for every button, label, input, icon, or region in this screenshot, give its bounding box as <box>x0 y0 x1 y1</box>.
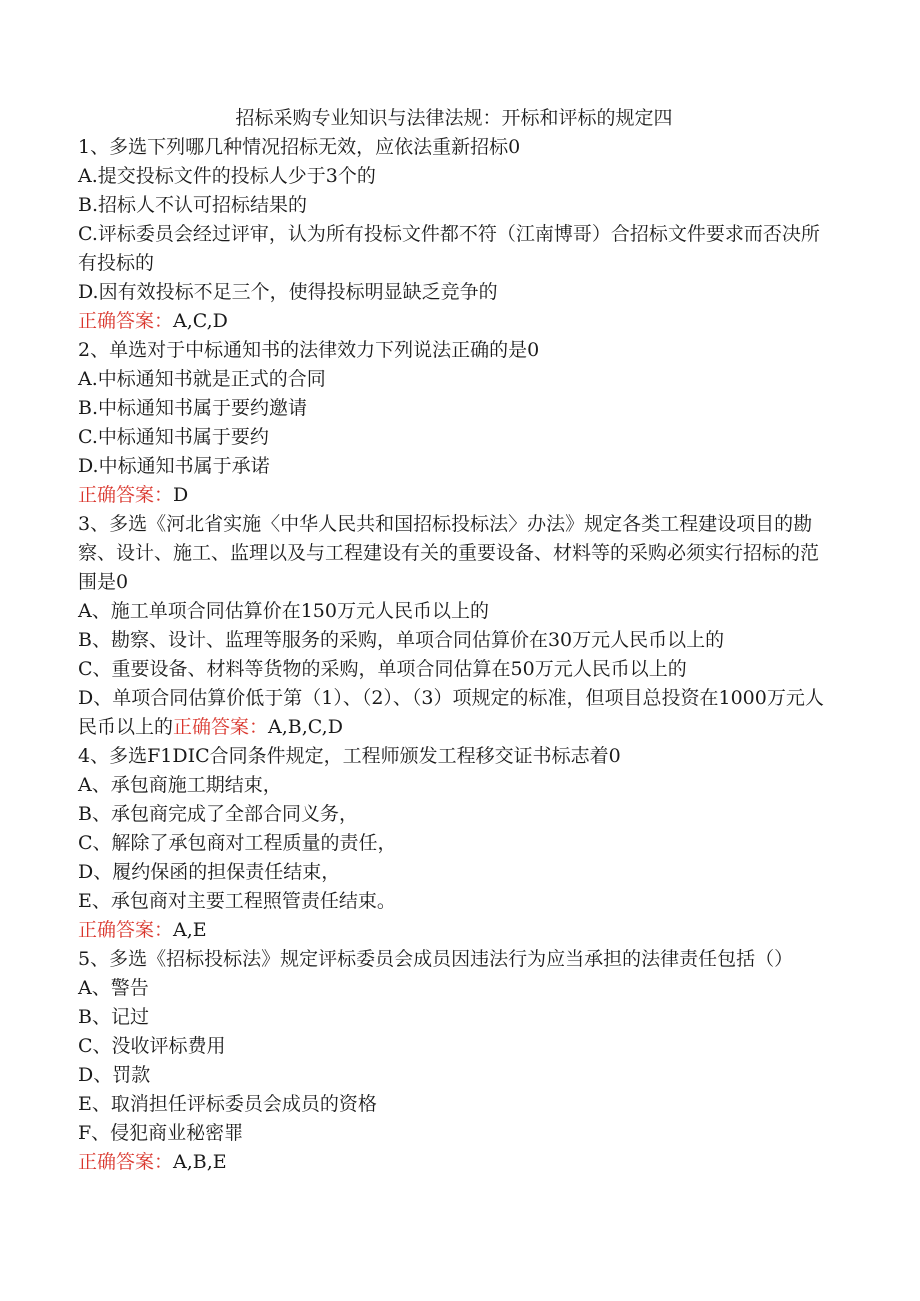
answer-label: 正确答案： <box>78 484 174 506</box>
answer-label: 正确答案： <box>173 716 269 738</box>
question-stem: 2、单选对于中标通知书的法律效力下列说法正确的是0 <box>78 339 540 361</box>
option-b: B、勘察、设计、监理等服务的采购，单项合同估算价在30万元人民币以上的 <box>78 629 725 651</box>
option-c: C.评标委员会经过评审，认为所有投标文件都不符（江南博哥）合招标文件要求而否决所有投标的 <box>78 223 820 274</box>
option-d-with-answer <box>78 684 830 742</box>
answer-value: A,B,E <box>173 1151 227 1173</box>
correct-answer <box>78 481 830 510</box>
question-stem: 3、多选《河北省实施〈中华人民共和国招标投标法〉办法》规定各类工程建设项目的勘察、设计、施工、监理以及与工程建设有关的重要设备、材料等的采购必须实行招标的范围是0 <box>78 513 820 593</box>
option-a: A.中标通知书就是正式的合同 <box>78 368 326 390</box>
question-3 <box>78 510 830 742</box>
option-a: A、承包商施工期结束， <box>78 774 282 796</box>
answer-value: A,B,C,D <box>268 716 343 738</box>
question-stem: 5、多选《招标投标法》规定评标委员会成员因违法行为应当承担的法律责任包括（） <box>78 948 794 970</box>
option-c: C.中标通知书属于要约 <box>78 426 269 448</box>
option-a: A、警告 <box>78 977 149 999</box>
question-stem: 1、多选下列哪几种情况招标无效，应依法重新招标0 <box>78 136 521 158</box>
correct-answer <box>78 1148 830 1177</box>
answer-label: 正确答案： <box>78 310 174 332</box>
option-b: B.招标人不认可招标结果的 <box>78 194 308 216</box>
answer-value: D <box>173 484 189 506</box>
option-f: F、侵犯商业秘密罪 <box>78 1122 244 1144</box>
answer-value: A,E <box>173 919 207 941</box>
option-a: A、施工单项合同估算价在150万元人民币以上的 <box>78 600 489 622</box>
option-c: C、解除了承包商对工程质量的责任， <box>78 832 397 854</box>
option-d: D、履约保函的担保责任结束， <box>78 861 341 883</box>
question-5 <box>78 945 830 1177</box>
option-c: C、重要设备、材料等货物的采购，单项合同估算在50万元人民币以上的 <box>78 658 687 680</box>
answer-value: A,C,D <box>173 310 228 332</box>
question-stem: 4、多选F1DIC合同条件规定，工程师颁发工程移交证书标志着0 <box>78 745 621 767</box>
document-page <box>78 104 830 1177</box>
option-d: D、单项合同估算价低于第（1）、（2）、（3）项规定的标准，但项目总投资在1000万元人民币以上的 <box>78 687 824 738</box>
question-1 <box>78 133 830 336</box>
option-b: B.中标通知书属于要约邀请 <box>78 397 308 419</box>
option-b: B、记过 <box>78 1006 149 1028</box>
option-a: A.提交投标文件的投标人少于3个的 <box>78 165 376 187</box>
question-4 <box>78 742 830 945</box>
option-d: D.中标通知书属于承诺 <box>78 455 270 477</box>
option-c: C、没收评标费用 <box>78 1035 226 1057</box>
option-b: B、承包商完成了全部合同义务， <box>78 803 358 825</box>
option-d: D.因有效投标不足三个，使得投标明显缺乏竞争的 <box>78 281 498 303</box>
option-e: E、取消担任评标委员会成员的资格 <box>78 1093 377 1115</box>
answer-label: 正确答案： <box>78 1151 174 1173</box>
option-e: E、承包商对主要工程照管责任结束。 <box>78 890 396 912</box>
option-d: D、罚款 <box>78 1064 151 1086</box>
answer-label: 正确答案： <box>78 919 174 941</box>
document-title: 招标采购专业知识与法律法规：开标和评标的规定四 <box>235 107 673 129</box>
question-2 <box>78 336 830 510</box>
correct-answer <box>78 916 830 945</box>
correct-answer <box>78 307 830 336</box>
